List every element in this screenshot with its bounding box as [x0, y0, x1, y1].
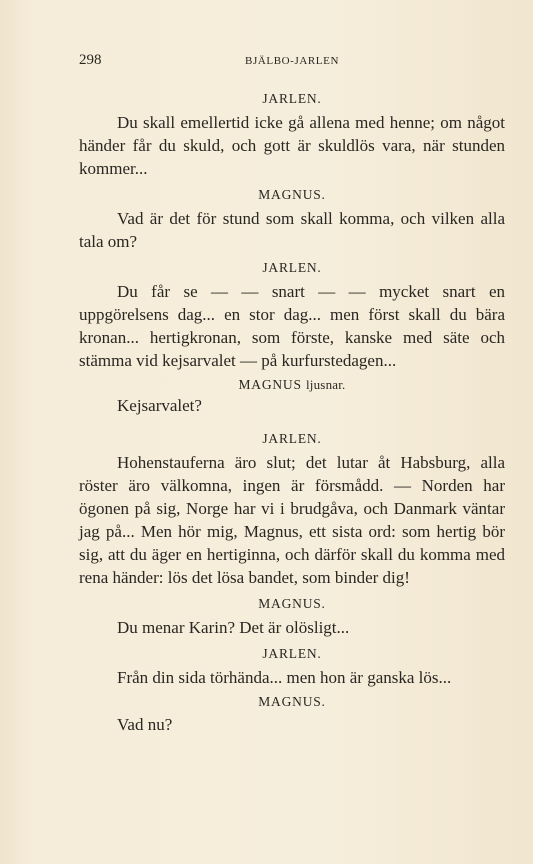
running-title: BJÄLBO-JARLEN: [245, 55, 339, 67]
speech-paragraph: Kejsarvalet?: [117, 396, 202, 415]
speaker-name: JARLEN.: [262, 91, 322, 106]
speech-paragraph: Vad är det för stund som skall komma, och vilken alla tala om?: [79, 209, 505, 251]
dialogue-text: [79, 84, 505, 741]
stage-direction: ljusnar.: [305, 377, 346, 392]
page-number: 298: [79, 52, 102, 68]
speech-paragraph: Du menar Karin? Det är olösligt...: [117, 618, 350, 637]
speaker-name: JARLEN.: [262, 646, 322, 661]
speaker-with-direction: [79, 376, 505, 394]
speech-paragraph: Vad nu?: [117, 715, 173, 734]
speaker-name: MAGNUS: [238, 377, 302, 392]
speaker-name: JARLEN.: [262, 260, 322, 275]
speaker-name: MAGNUS.: [258, 596, 326, 611]
dialogue-entry: [79, 693, 505, 741]
dialogue-entry: [79, 376, 505, 424]
speech-paragraph: Hohenstauferna äro slut; det lutar åt Habsburg, alla röster äro välkomna, ingen är försmådd. — Norden har ögonen på sig, Norge har vi i brudgåva, och Danmark väntar jag på... Men hör mig, Magnus, ett sista ord: som hertig bör sig, att du äger en hertiginna, och därför skall du komma med rena händer: lös det lösa bandet, som binder dig!: [79, 453, 505, 587]
speaker-name: MAGNUS.: [258, 187, 326, 202]
speech-paragraph: Från din sida törhända... men hon är ganska lös...: [117, 668, 452, 687]
speaker-name: MAGNUS.: [258, 694, 326, 709]
speech-paragraph: Du får se — — snart — — mycket snart en uppgörelsens dag... en stor dag... men först skall du bära kronan... hertigkronan, som förste, kanske med säte och stämma vid kejsarvalet — på kurfurstedagen...: [79, 282, 505, 370]
speaker-name: JARLEN.: [262, 431, 322, 446]
speech-paragraph: Du skall emellertid icke gå allena med henne; om något händer får du skuld, och gott är skuldlös vara, när stunden kommer...: [79, 113, 505, 178]
page-header: [79, 52, 505, 72]
